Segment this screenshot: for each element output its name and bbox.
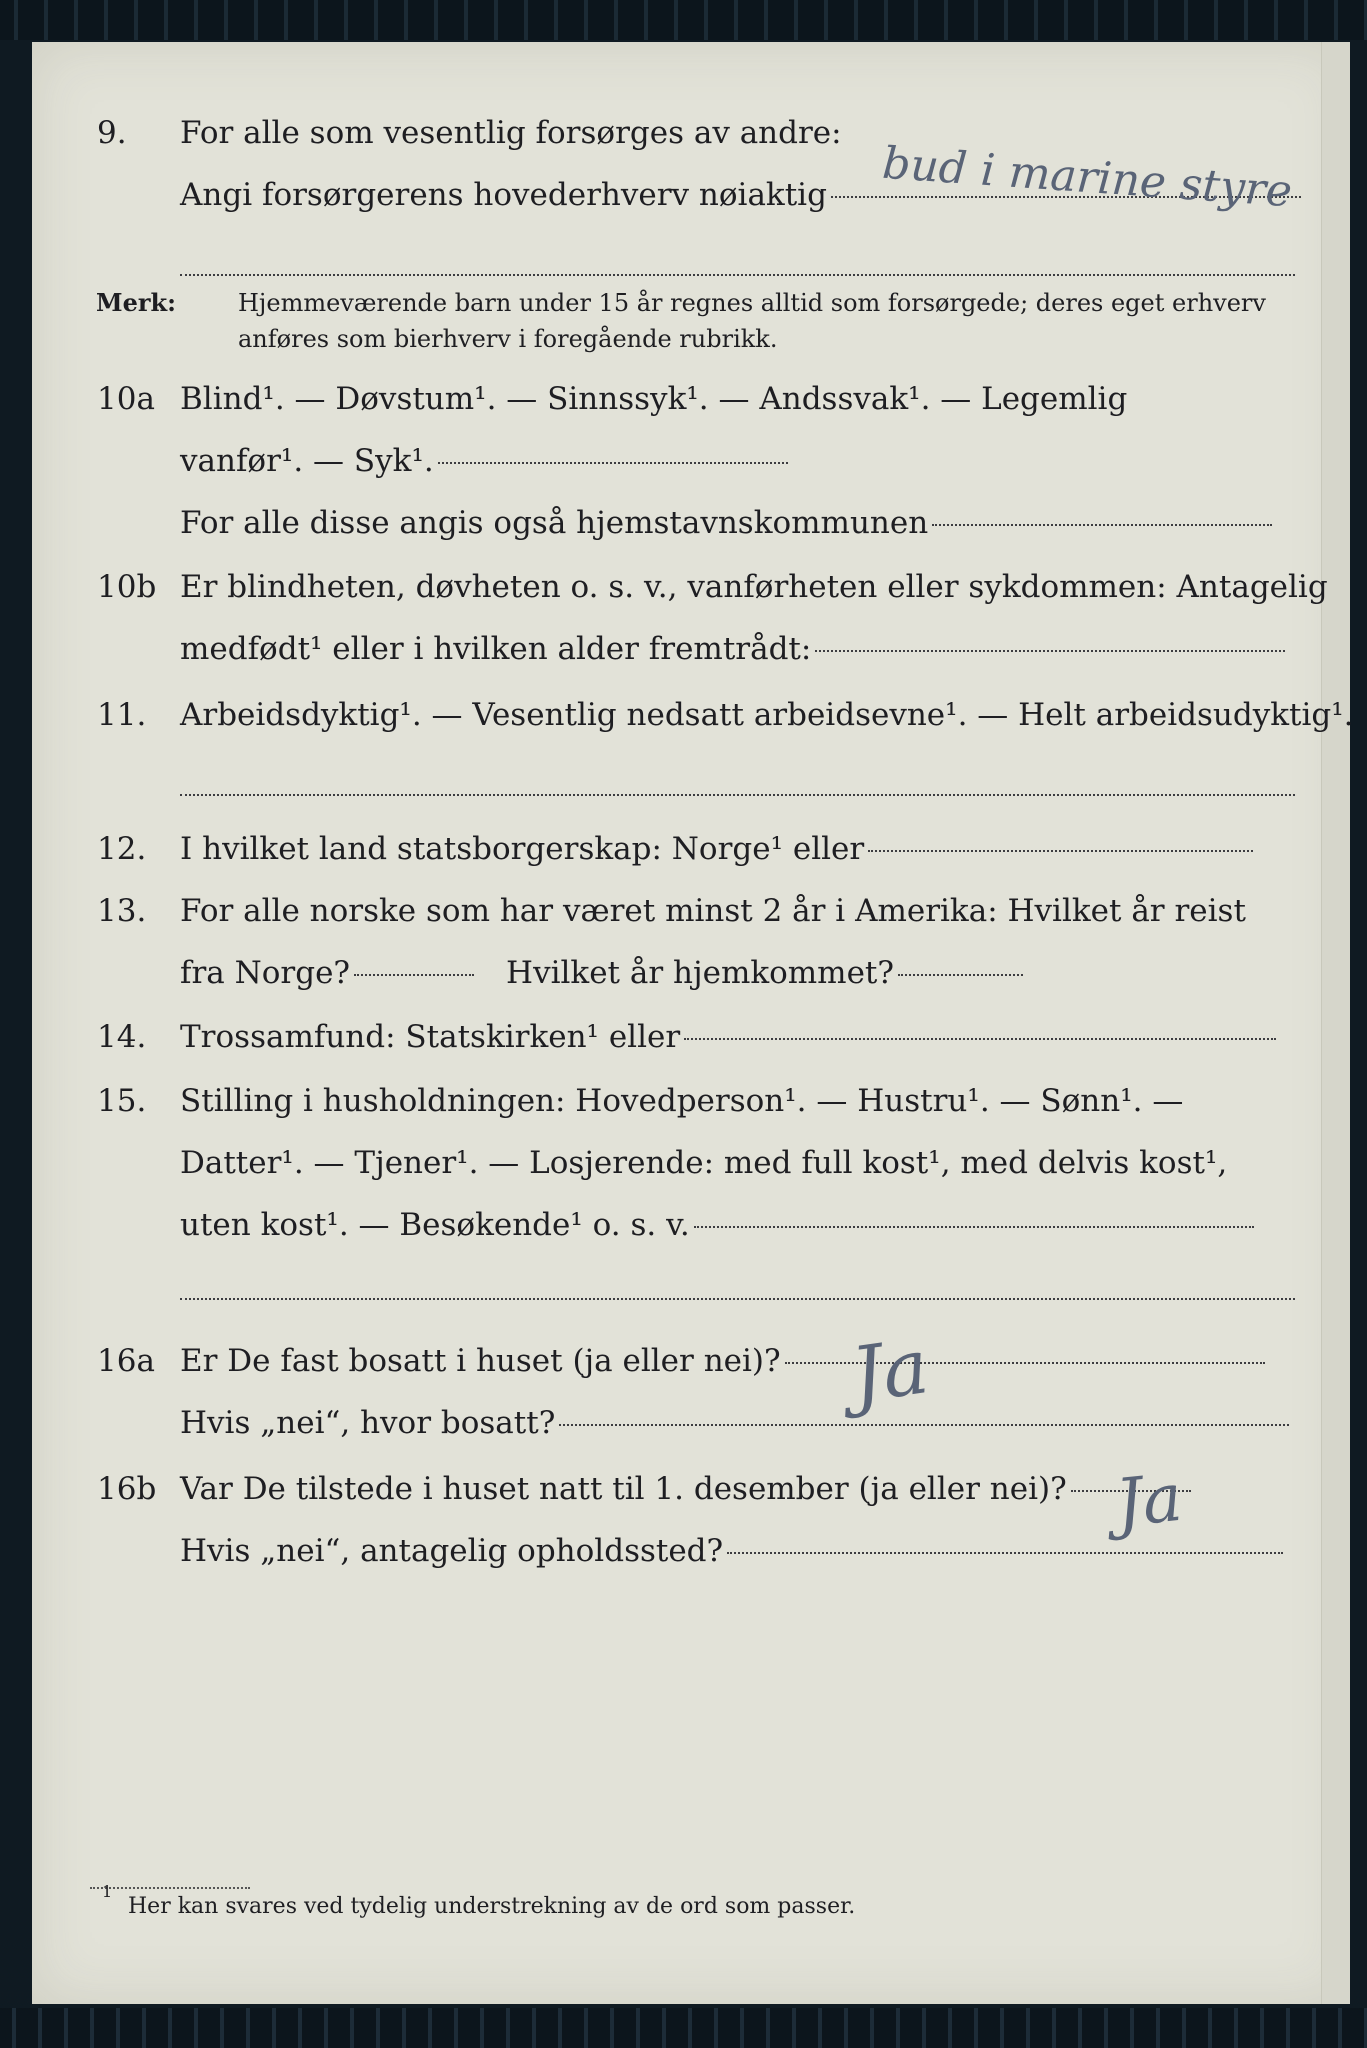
q16a-row2 (32, 1400, 1332, 1446)
q15-text1: Stilling i husholdningen: Hovedperson¹. — Hustru¹. — Sønn¹. — (180, 1083, 1184, 1119)
q13-hjemkommet-line[interactable] (898, 972, 1023, 976)
q10b-text1: Er blindheten, døvheten o. s. v., vanførheten eller sykdommen: Antagelig (180, 569, 1328, 605)
q14-answer-line[interactable] (684, 1036, 1276, 1040)
q9-extra-line (180, 274, 1295, 276)
q10a-row1 (32, 376, 1332, 422)
q10b-number: 10b (97, 569, 157, 605)
merk-row1 (96, 286, 1266, 320)
q10b-text2: medfødt¹ eller i hvilken alder fremtrådt: (180, 631, 812, 667)
q16a-text2: Hvis „nei“, hvor bosatt? (180, 1405, 556, 1441)
q11-number: 11. (97, 697, 147, 733)
q15-number: 15. (97, 1083, 147, 1119)
q16a-number: 16a (97, 1343, 155, 1379)
q15-row3 (32, 1202, 1332, 1248)
q10a-row2 (32, 438, 1332, 484)
q16a-handwritten-answer: Ja (846, 1321, 934, 1420)
q11-row1 (32, 692, 1354, 738)
census-form-page (32, 42, 1354, 2004)
q15-row2 (32, 1140, 1332, 1186)
q11-text1: Arbeidsdyktig¹. — Vesentlig nedsatt arbeidsevne¹. — Helt arbeidsudyktig¹. (180, 697, 1354, 733)
q11-answer-line[interactable] (180, 794, 1295, 796)
q14-row1 (32, 1014, 1332, 1060)
q15-text2: Datter¹. — Tjener¹. — Losjerende: med full kost¹, med delvis kost¹, (180, 1145, 1228, 1181)
q16b-text2: Hvis „nei“, antagelig opholdssted? (180, 1533, 724, 1569)
q16b-text1: Var De tilstede i huset natt til 1. desember (ja eller nei)? (180, 1471, 1067, 1507)
q9-text1: For alle som vesentlig forsørges av andre: (180, 115, 842, 151)
q10a-text3: For alle disse angis også hjemstavnskommunen (180, 505, 929, 541)
q9-text2: Angi forsørgerens hovederhverv nøiaktig (180, 177, 827, 213)
q13-reist-line[interactable] (354, 972, 474, 976)
q13-row1 (32, 888, 1332, 934)
q16b-handwritten-answer: Ja (1112, 1458, 1186, 1543)
q10a-hjemstavn-line[interactable] (932, 522, 1272, 526)
q10a-number: 10a (97, 381, 155, 417)
q15-answer-line[interactable] (694, 1224, 1254, 1228)
q13-text1: For alle norske som har været minst 2 år i Amerika: Hvilket år reist (180, 893, 1246, 929)
q12-answer-line[interactable] (868, 848, 1253, 852)
q16b-opholdssted-line[interactable] (727, 1550, 1283, 1554)
q14-text1: Trossamfund: Statskirken¹ eller (180, 1019, 681, 1055)
footnote-rule (90, 1887, 250, 1889)
q14-number: 14. (97, 1019, 147, 1055)
footnote: 1 Her kan svares ved tydelig understrekning av de ord som passer. (102, 1882, 856, 1919)
q15-extra-line (180, 1298, 1295, 1300)
q10a-syk-line[interactable] (438, 460, 788, 464)
scan-edge-bottom (0, 2008, 1367, 2048)
q10b-answer-line[interactable] (815, 648, 1285, 652)
q9-row1 (32, 110, 1332, 156)
q15-text3: uten kost¹. — Besøkende¹ o. s. v. (180, 1207, 690, 1243)
q10a-text2: vanfør¹. — Syk¹. (180, 443, 434, 479)
q12-number: 12. (97, 831, 147, 867)
q13-text2b: Hvilket år hjemkommet? (506, 955, 895, 991)
q15-row1 (32, 1078, 1332, 1124)
merk-text1: Hjemmeværende barn under 15 år regnes alltid som forsørgede; deres eget erhverv (238, 289, 1266, 317)
q10a-row3 (32, 500, 1332, 546)
q13-number: 13. (97, 893, 147, 929)
q16a-bosatt-line[interactable] (559, 1422, 1289, 1426)
footnote-text: Her kan svares ved tydelig understrekning av de ord som passer. (128, 1894, 856, 1919)
q10a-text1: Blind¹. — Døvstum¹. — Sinnssyk¹. — Andssvak¹. — Legemlig (180, 381, 1128, 417)
merk-text2: anføres som bierhverv i foregående rubrikk. (238, 325, 778, 353)
q13-text2a: fra Norge? (180, 955, 351, 991)
q10b-row1 (32, 564, 1332, 610)
q13-row2 (32, 950, 1332, 996)
q16a-row1 (32, 1338, 1332, 1384)
q12-row1 (32, 826, 1332, 872)
q9-handwritten-answer: bud i marine styre (880, 137, 1294, 218)
q12-text1: I hvilket land statsborgerskap: Norge¹ eller (180, 831, 865, 867)
q16b-number: 16b (97, 1471, 157, 1507)
q10b-row2 (32, 626, 1332, 672)
q9-number: 9. (97, 115, 127, 151)
scan-edge-top (0, 0, 1367, 40)
merk-label: Merk: (96, 288, 176, 317)
q16a-text1: Er De fast bosatt i huset (ja eller nei)? (180, 1343, 781, 1379)
